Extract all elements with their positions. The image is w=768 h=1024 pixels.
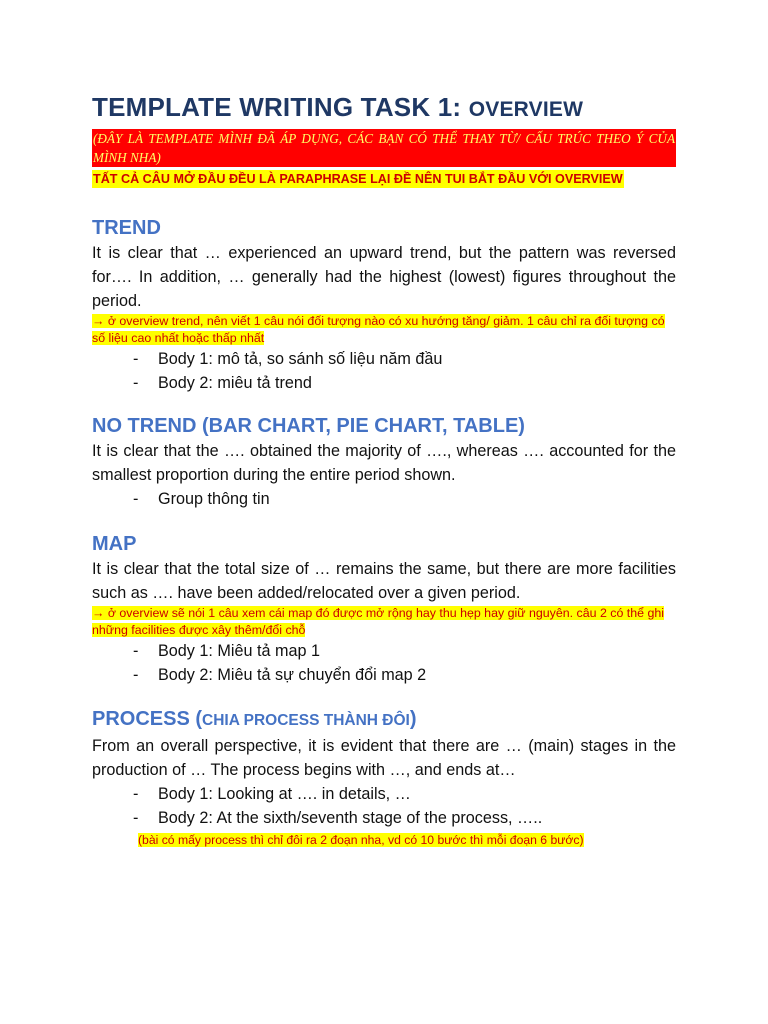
list-item: - Body 1: Miêu tả map 1 — [133, 639, 676, 663]
list-item: - Body 2: At the sixth/seventh stage of the process, ….. — [133, 806, 676, 830]
map-bullets — [92, 639, 676, 687]
process-bullets — [92, 782, 676, 830]
list-item: - Body 1: mô tả, so sánh số liệu năm đầu — [133, 347, 676, 371]
page-title — [92, 90, 676, 127]
trend-note-text: → ở overview trend, nên viết 1 câu nói đối tượng nào có xu hướng tăng/ giảm. 1 câu chỉ ra đối tượng có số liệu cao nhất hoặc thấp nhất — [92, 314, 665, 345]
map-note-text: → ở overview sẽ nói 1 câu xem cái map đó được mở rộng hay thu hẹp hay giữ nguyên. câu 2 có thể ghi những facilities được xây thêm/đổi chỗ — [92, 606, 665, 637]
process-heading-sub: CHIA PROCESS THÀNH ĐÔI — [202, 712, 410, 729]
intro-note-red: (ĐÂY LÀ TEMPLATE MÌNH ĐÃ ÁP DỤNG, CÁC BẠN CÓ THỂ THAY TỪ/ CẤU TRÚC THEO Ý CỦA MÌNH NHA) — [93, 131, 675, 165]
map-note — [92, 605, 676, 639]
process-heading-end: ) — [409, 708, 417, 730]
process-note — [138, 832, 676, 849]
trend-bullets — [92, 347, 676, 395]
intro-note-yellow: TẤT CẢ CÂU MỞ ĐẦU ĐỀU LÀ PARAPHRASE LẠI ĐỀ NÊN TUI BẮT ĐẦU VỚI OVERVIEW — [93, 172, 623, 186]
process-heading-main: PROCESS ( — [92, 708, 203, 730]
list-item: - Body 2: miêu tả trend — [133, 371, 676, 395]
section-title-trend: TREND — [92, 217, 161, 239]
trend-note — [92, 313, 676, 347]
title-main: TEMPLATE WRITING TASK 1: — [92, 92, 462, 122]
section-title-process — [92, 706, 676, 734]
list-item: - Body 2: Miêu tả sự chuyển đổi map 2 — [133, 663, 676, 687]
section-title-no-trend: NO TREND (BAR CHART, PIE CHART, TABLE) — [92, 415, 525, 437]
list-item: - Group thông tin — [133, 487, 676, 511]
process-note-text: (bài có mấy process thì chỉ đôi ra 2 đoạn nha, vd có 10 bước thì mỗi đoạn 6 bước) — [138, 833, 584, 847]
process-paragraph: From an overall perspective, it is evident that there are … (main) stages in the production of … The process begins with …, and ends at… — [92, 737, 676, 779]
no-trend-paragraph: It is clear that the …. obtained the majority of …., whereas …. accounted for the smallest proportion during the entire period shown. — [92, 442, 676, 484]
section-title-map: MAP — [92, 533, 137, 555]
title-sub: OVERVIEW — [468, 98, 584, 121]
no-trend-bullets — [92, 487, 676, 511]
map-paragraph: It is clear that the total size of … remains the same, but there are more facilities such as …. have been added/relocated over a given period. — [92, 560, 676, 602]
list-item: - Body 1: Looking at …. in details, … — [133, 782, 676, 806]
trend-paragraph: It is clear that … experienced an upward trend, but the pattern was reversed for…. In addition, … generally had the highest (lowest) figures throughout the period. — [92, 244, 676, 310]
